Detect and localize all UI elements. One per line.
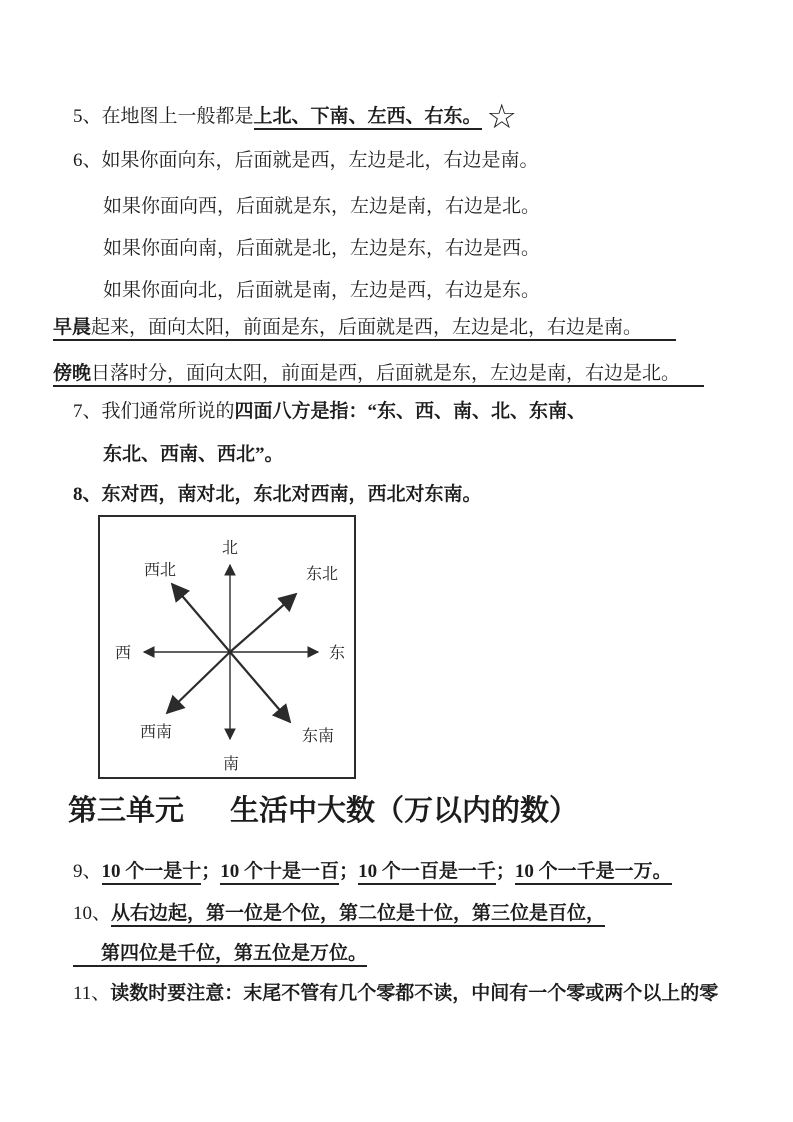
lead-word: 早晨 bbox=[53, 317, 92, 338]
compass-label-southwest: 西南 bbox=[139, 724, 173, 741]
item-text: 在地图上一般都是 bbox=[101, 106, 254, 127]
item-number: 8、 bbox=[73, 484, 102, 505]
item-text-emphasis: 读数时要注意：末尾不管有几个零都不读，中间有一个零或两个以上的零 bbox=[110, 983, 719, 1004]
separator: ； bbox=[339, 861, 359, 882]
item-text-emphasis: 从右边起，第一位是个位，第二位是十位，第三位是百位， bbox=[111, 903, 605, 927]
compass-rose bbox=[100, 517, 354, 777]
note-item-10-line-2 bbox=[73, 942, 367, 966]
item-text-emphasis: 10 个十是一百 bbox=[220, 861, 339, 885]
note-item-6-line-4 bbox=[103, 279, 540, 303]
compass-label-northeast: 东北 bbox=[305, 566, 339, 583]
compass-arrow-southwest bbox=[167, 652, 230, 713]
item-number: 9、 bbox=[73, 861, 102, 882]
underlined-sentence bbox=[53, 363, 704, 387]
item-text-emphasis: 上北、下南、左西、右东。 bbox=[254, 106, 482, 130]
item-number: 5、 bbox=[73, 106, 102, 127]
note-item-8 bbox=[73, 483, 482, 507]
note-item-10 bbox=[73, 902, 605, 926]
compass-label-northwest: 西北 bbox=[143, 562, 177, 579]
item-text-emphasis: 东北、西南、西北”。 bbox=[103, 444, 284, 465]
item-text: 如果你面向西，后面就是东，左边是南，右边是北。 bbox=[103, 196, 541, 217]
compass-arrow-northwest bbox=[172, 584, 230, 652]
separator: ； bbox=[201, 861, 221, 882]
note-item-6-line-3 bbox=[103, 237, 540, 261]
item-number: 10、 bbox=[73, 903, 112, 924]
note-item-9 bbox=[73, 860, 672, 884]
item-text-emphasis: 10 个一千是一万。 bbox=[515, 861, 672, 885]
star-icon: ☆ bbox=[486, 97, 518, 137]
compass-label-southeast: 东南 bbox=[301, 728, 335, 745]
lead-word: 傍晚 bbox=[53, 363, 92, 384]
compass-label-south: 南 bbox=[222, 756, 240, 773]
compass-label-west: 西 bbox=[114, 645, 132, 662]
item-text: 起来，面向太阳，前面是东，后面就是西，左边是北，右边是南。 bbox=[91, 317, 643, 338]
compass-label-north: 北 bbox=[221, 540, 239, 557]
note-item-5 bbox=[73, 97, 518, 137]
item-text-emphasis: 第四位是千位，第五位是万位。 bbox=[73, 943, 367, 967]
item-number: 7、 bbox=[73, 401, 102, 422]
item-text-emphasis: 10 个一是十 bbox=[102, 861, 202, 885]
item-text: 日落时分，面向太阳，前面是西，后面就是东，左边是南，右边是北。 bbox=[91, 363, 681, 384]
note-item-6-line-2 bbox=[103, 195, 540, 219]
compass-diagram bbox=[98, 515, 356, 779]
item-text: 如果你面向东，后面就是西，左边是北，右边是南。 bbox=[101, 150, 539, 171]
item-text: 如果你面向南，后面就是北，左边是东，右边是西。 bbox=[103, 238, 541, 259]
underlined-sentence bbox=[53, 317, 676, 341]
item-number: 11、 bbox=[73, 983, 111, 1004]
section-heading-title: 生活中大数（万以内的数） bbox=[230, 795, 579, 827]
separator: ； bbox=[495, 861, 515, 882]
note-evening-rule bbox=[53, 362, 704, 386]
note-item-7 bbox=[73, 400, 586, 424]
section-heading-unit: 第三单元 bbox=[68, 795, 185, 827]
note-item-11 bbox=[73, 982, 718, 1006]
section-heading bbox=[68, 793, 578, 829]
compass-label-east: 东 bbox=[328, 645, 346, 662]
item-text-emphasis: 10 个一百是一千 bbox=[358, 861, 496, 885]
note-morning-rule bbox=[53, 316, 676, 340]
item-text-emphasis: 东对西，南对北，东北对西南，西北对东南。 bbox=[101, 484, 482, 505]
item-text: 如果你面向北，后面就是南，左边是西，右边是东。 bbox=[103, 280, 541, 301]
compass-arrow-northeast bbox=[230, 594, 296, 652]
item-text: 我们通常所说的 bbox=[101, 401, 235, 422]
item-text-emphasis: 四面八方是指：“东、西、南、北、东南、 bbox=[234, 401, 587, 422]
note-item-6 bbox=[73, 149, 539, 173]
item-number: 6、 bbox=[73, 150, 102, 171]
compass-arrow-southeast bbox=[230, 652, 290, 722]
note-item-7-line-2 bbox=[103, 443, 284, 467]
